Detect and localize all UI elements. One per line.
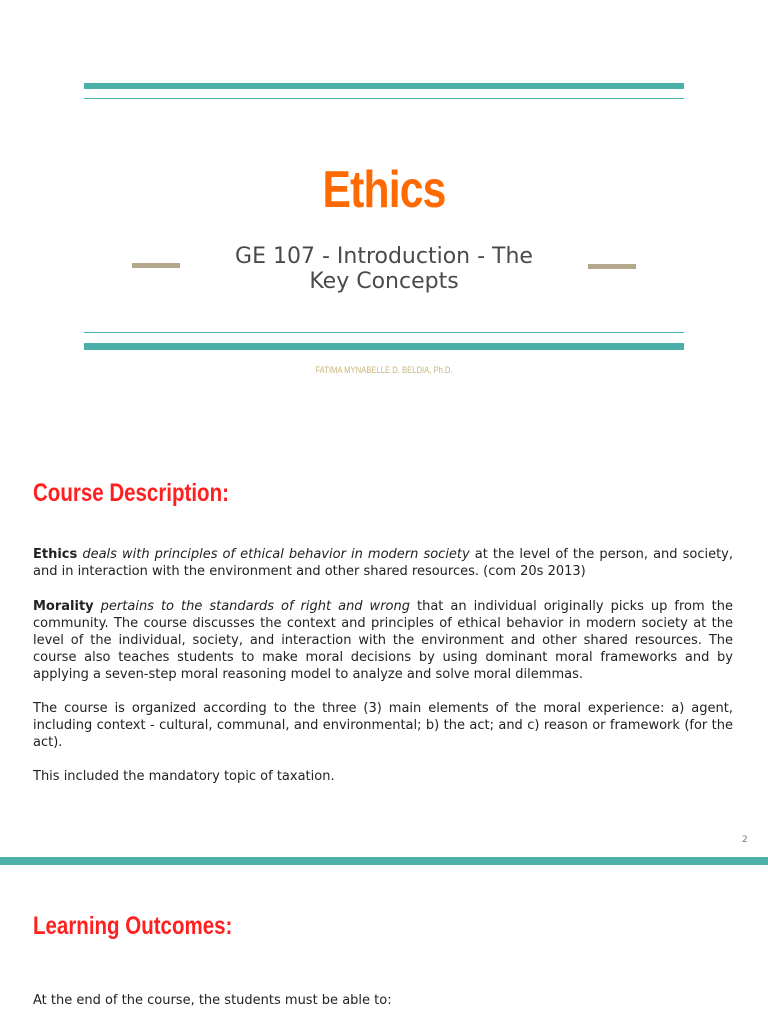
learning-outcomes-heading: Learning Outcomes:	[33, 912, 233, 940]
left-accent-dash	[132, 263, 180, 268]
ethics-definition: deals with principles of ethical behavior in modern society	[82, 547, 470, 562]
course-description-heading: Course Description:	[33, 479, 229, 507]
learning-outcomes-intro-text: At the end of the course, the students must be able to:	[33, 993, 392, 1008]
morality-term: Morality	[33, 599, 94, 614]
slide-subtitle: GE 107 - Introduction - The Key Concepts	[235, 244, 533, 294]
author-name: FATIMA MYNABELLE D. BELDIA, Ph.D.	[315, 365, 453, 375]
slide-divider	[0, 857, 768, 865]
ethics-rest: at the level of the person, and society, and in interaction with the environment and other shared resources. (com 20s 2013)	[33, 547, 734, 579]
morality-definition: pertains to the standards of right and wrong	[100, 599, 410, 614]
ethics-term: Ethics	[33, 547, 78, 562]
organization-text: The course is organized according to the three (3) main elements of the moral experience: a) agent, including context - cultural, communal, and environmental; b) the act; and c) reason or framework (for the act).	[33, 701, 733, 750]
morality-paragraph	[33, 598, 733, 683]
top-thick-rule	[84, 83, 684, 89]
morality-rest: that an individual originally picks up from the community. The course discusses the context and principles of ethical behavior in modern society at the level of the individual, society, and interaction with the environment and other shared resources. The course also teaches students to make moral decisions by using dominant moral frameworks and by applying a seven-step moral reasoning model to analyze and solve moral dilemmas.	[33, 599, 733, 682]
bottom-thin-rule	[84, 332, 684, 333]
right-accent-dash	[588, 264, 636, 269]
bottom-thick-rule	[84, 343, 684, 350]
slide-title: Ethics	[322, 161, 446, 219]
page-number: 2	[742, 835, 748, 845]
ethics-paragraph	[33, 546, 733, 580]
taxation-paragraph	[33, 768, 733, 785]
learning-outcomes-intro	[33, 992, 733, 1009]
learning-outcomes-slide	[0, 865, 768, 1024]
organization-paragraph	[33, 700, 733, 751]
taxation-text: This included the mandatory topic of taxation.	[33, 769, 335, 784]
top-thin-rule	[84, 98, 684, 99]
